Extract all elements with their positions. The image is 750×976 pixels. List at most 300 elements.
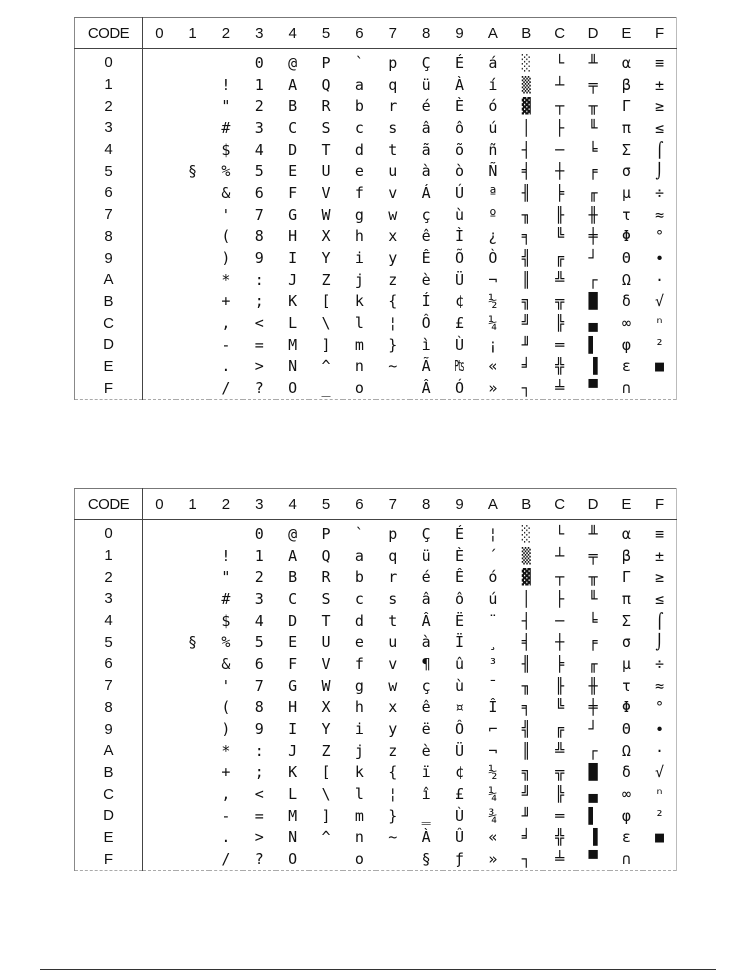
table-row (75, 95, 677, 117)
char-cell: ƒ (443, 848, 476, 870)
char-cell: Ô (455, 720, 465, 739)
char-cell: § (188, 633, 198, 652)
char-cell: % (221, 633, 231, 652)
column-header: 9 (443, 18, 476, 49)
char-cell: ò (455, 162, 465, 181)
char-cell: q (388, 75, 398, 94)
char-cell: $ (221, 611, 231, 630)
char-cell: = (254, 806, 264, 825)
char-cell: ╣ (521, 249, 531, 268)
char-cell: 1 (254, 75, 264, 94)
char-cell: ≥ (643, 95, 676, 117)
char-cell: ¡ (488, 335, 498, 354)
row-label: C (75, 783, 143, 805)
char-cell: Â (410, 377, 443, 399)
char-cell: p (388, 524, 398, 543)
char-cell: & (221, 183, 231, 202)
char-cell: µ (621, 183, 631, 202)
char-cell: £ (455, 785, 465, 804)
char-cell: q (388, 546, 398, 565)
char-cell: ╤ (588, 546, 598, 565)
char-cell: O (276, 848, 309, 870)
char-cell: ¦ (388, 785, 398, 804)
char-cell: ┬ (555, 97, 565, 116)
char-cell: ┐ (510, 848, 543, 870)
char-cell: \ (321, 785, 331, 804)
char-cell: ╙ (588, 589, 598, 608)
char-cell: c (354, 589, 364, 608)
table-row (75, 610, 677, 632)
table-row (75, 160, 677, 182)
char-cell: î (421, 785, 431, 804)
row-label: 0 (75, 520, 143, 545)
char-cell (143, 848, 176, 870)
char-cell: h (354, 698, 364, 717)
char-cell: > (254, 828, 264, 847)
char-cell: @ (288, 524, 298, 543)
char-cell (176, 356, 209, 378)
char-cell (176, 269, 209, 291)
char-cell (176, 291, 209, 313)
char-cell: m (354, 335, 364, 354)
table-row (75, 566, 677, 588)
char-cell: ╬ (555, 357, 565, 376)
column-header: 5 (309, 18, 342, 49)
row-label: 6 (75, 182, 143, 204)
char-cell: ╒ (588, 162, 598, 181)
char-cell: G (288, 676, 298, 695)
char-cell: Φ (621, 698, 631, 717)
char-cell: ╘ (588, 140, 598, 159)
char-cell: X (321, 227, 331, 246)
table-row (75, 247, 677, 269)
char-cell: µ (621, 654, 631, 673)
column-header: F (643, 18, 676, 49)
char-cell: ] (321, 806, 331, 825)
char-cell (143, 377, 176, 399)
char-cell: ( (221, 698, 231, 717)
char-cell: δ (621, 292, 631, 311)
char-cell: á (488, 53, 498, 72)
char-cell: § (410, 848, 443, 870)
char-cell: ‗ (421, 806, 431, 825)
char-cell: r (388, 97, 398, 116)
char-cell: G (288, 205, 298, 224)
char-cell: Î (488, 698, 498, 717)
char-cell: ┼ (555, 633, 565, 652)
char-cell: ╩ (555, 270, 565, 289)
char-cell: / (209, 377, 242, 399)
char-cell: Ü (455, 270, 465, 289)
char-cell: é (421, 97, 431, 116)
char-cell (143, 74, 176, 96)
table-row (75, 117, 677, 139)
char-cell: ! (221, 546, 231, 565)
char-cell (643, 848, 676, 870)
char-cell: è (421, 741, 431, 760)
char-cell (176, 247, 209, 269)
char-cell: z (388, 270, 398, 289)
table-row (75, 827, 677, 849)
char-cell: ╪ (588, 227, 598, 246)
char-cell: 4 (254, 140, 264, 159)
char-cell: x (388, 698, 398, 717)
char-cell: + (221, 292, 231, 311)
char-cell: ╜ (521, 335, 531, 354)
char-cell: H (288, 698, 298, 717)
char-cell (176, 783, 209, 805)
char-cell: ╜ (521, 806, 531, 825)
char-cell: Ã (421, 357, 431, 376)
row-label: 1 (75, 74, 143, 96)
char-cell: ú (488, 589, 498, 608)
char-cell (176, 718, 209, 740)
char-cell: ╟ (555, 205, 565, 224)
char-cell: 6 (254, 654, 264, 673)
char-cell: T (321, 611, 331, 630)
char-cell: W (321, 205, 331, 224)
char-cell: ⌐ (488, 720, 498, 739)
char-cell: # (221, 118, 231, 137)
column-header: 4 (276, 18, 309, 49)
char-cell: ╧ (543, 848, 576, 870)
char-cell: φ (621, 806, 631, 825)
char-cell: ╗ (521, 292, 531, 311)
char-cell: õ (455, 140, 465, 159)
char-cell: ü (421, 546, 431, 565)
char-cell: 3 (254, 589, 264, 608)
char-cell: ─ (555, 140, 565, 159)
char-cell: ≡ (643, 49, 676, 74)
char-cell: ² (643, 805, 676, 827)
char-cell (143, 117, 176, 139)
char-cell: C (288, 589, 298, 608)
char-cell: ▀ (576, 377, 609, 399)
char-cell: ¬ (488, 741, 498, 760)
char-cell (176, 740, 209, 762)
char-cell (143, 740, 176, 762)
char-cell: ▐ (588, 357, 598, 376)
char-cell: b (354, 97, 364, 116)
column-header: C (543, 18, 576, 49)
char-cell: r (388, 568, 398, 587)
char-cell: 8 (254, 227, 264, 246)
char-cell: s (388, 589, 398, 608)
char-cell: ; (254, 763, 264, 782)
row-label: 7 (75, 675, 143, 697)
char-cell: g (354, 205, 364, 224)
char-cell: û (455, 654, 465, 673)
char-cell (143, 204, 176, 226)
char-cell: V (321, 183, 331, 202)
table-row (75, 718, 677, 740)
char-cell: ≡ (643, 520, 676, 545)
char-cell: Í (421, 292, 431, 311)
char-cell: ╞ (555, 654, 565, 673)
char-cell: { (388, 763, 398, 782)
char-cell (643, 377, 676, 399)
char-cell: U (321, 162, 331, 181)
char-cell: < (254, 785, 264, 804)
char-cell (143, 783, 176, 805)
char-cell: ▓ (521, 97, 531, 116)
char-cell: X (321, 698, 331, 717)
char-cell (176, 697, 209, 719)
char-cell: { (388, 292, 398, 311)
row-label: 6 (75, 653, 143, 675)
column-header: A (476, 489, 509, 520)
char-cell: ç (421, 676, 431, 695)
char-cell: 0 (254, 53, 264, 72)
char-cell: i (354, 249, 364, 268)
char-cell: p (388, 53, 398, 72)
table-row (75, 520, 677, 545)
char-cell: 2 (254, 568, 264, 587)
char-cell: 9 (254, 249, 264, 268)
char-cell: ù (455, 205, 465, 224)
row-label: E (75, 356, 143, 378)
char-cell: ½ (488, 292, 498, 311)
char-cell: ┴ (555, 546, 565, 565)
char-cell: : (254, 741, 264, 760)
char-cell: d (354, 611, 364, 630)
row-label: 5 (75, 160, 143, 182)
char-cell: " (221, 97, 231, 116)
char-cell: ║ (521, 741, 531, 760)
column-header: B (510, 489, 543, 520)
column-header: B (510, 18, 543, 49)
char-cell: é (421, 568, 431, 587)
char-cell: ├ (555, 589, 565, 608)
char-cell: σ (621, 633, 631, 652)
char-cell (143, 545, 176, 567)
char-cell: ╨ (588, 53, 598, 72)
char-cell: ┼ (555, 162, 565, 181)
char-cell: < (254, 314, 264, 333)
char-cell: v (388, 654, 398, 673)
char-cell (143, 631, 176, 653)
column-header: 9 (443, 489, 476, 520)
char-cell (176, 588, 209, 610)
row-label: 1 (75, 545, 143, 567)
char-cell: t (388, 611, 398, 630)
char-cell (176, 204, 209, 226)
table-row (75, 356, 677, 378)
column-header: D (576, 18, 609, 49)
char-cell: ╝ (521, 785, 531, 804)
row-label: 5 (75, 631, 143, 653)
char-cell: É (455, 524, 465, 543)
row-label: B (75, 291, 143, 313)
char-cell: Ñ (488, 162, 498, 181)
char-cell: ô (455, 118, 465, 137)
char-cell: ó (488, 568, 498, 587)
char-cell: └ (555, 53, 565, 72)
char-cell: Ù (455, 335, 465, 354)
char-cell (176, 520, 209, 545)
char-cell: « (488, 357, 498, 376)
char-cell: } (388, 335, 398, 354)
char-cell: ╛ (521, 357, 531, 376)
char-cell: z (388, 741, 398, 760)
column-header: 7 (376, 489, 409, 520)
char-cell: P (321, 524, 331, 543)
char-cell: 2 (254, 97, 264, 116)
char-cell: Û (455, 828, 465, 847)
char-cell: Ç (421, 524, 431, 543)
char-cell: É (455, 53, 465, 72)
char-cell: ╠ (555, 785, 565, 804)
char-cell (143, 269, 176, 291)
char-cell: ╨ (588, 524, 598, 543)
table-row (75, 653, 677, 675)
table-row (75, 74, 677, 96)
char-cell: ╧ (543, 377, 576, 399)
char-cell: \ (321, 314, 331, 333)
char-cell: £ (455, 314, 465, 333)
char-cell: u (388, 162, 398, 181)
char-cell: ε (621, 828, 631, 847)
char-cell: C (288, 118, 298, 137)
char-cell: B (288, 568, 298, 587)
char-cell (176, 545, 209, 567)
code-header: CODE (75, 489, 143, 520)
char-cell: y (388, 249, 398, 268)
column-header: C (543, 489, 576, 520)
char-cell: ( (221, 227, 231, 246)
char-cell: ≤ (643, 588, 676, 610)
char-cell: ² (643, 334, 676, 356)
char-cell: √ (643, 291, 676, 313)
char-cell: k (354, 763, 364, 782)
char-cell (143, 95, 176, 117)
table-row (75, 291, 677, 313)
char-cell: ± (643, 74, 676, 96)
char-cell: W (321, 676, 331, 695)
row-label: B (75, 762, 143, 784)
char-cell: ÷ (643, 653, 676, 675)
char-cell (143, 805, 176, 827)
char-cell: ═ (555, 806, 565, 825)
char-cell: 5 (254, 162, 264, 181)
char-cell (176, 848, 209, 870)
char-cell (143, 139, 176, 161)
column-header: 3 (243, 489, 276, 520)
table-row (75, 762, 677, 784)
char-cell (143, 718, 176, 740)
char-cell: » (476, 377, 509, 399)
char-cell: ∞ (621, 314, 631, 333)
char-cell: ⌠ (643, 610, 676, 632)
char-cell: ^ (321, 357, 331, 376)
char-cell: ª (488, 183, 498, 202)
table-body (75, 520, 677, 871)
char-cell: ≈ (643, 204, 676, 226)
char-cell: ╫ (588, 205, 598, 224)
row-label: 0 (75, 49, 143, 74)
char-cell: ∞ (621, 785, 631, 804)
char-cell: n (354, 357, 364, 376)
column-header: 0 (143, 18, 176, 49)
char-cell: D (288, 140, 298, 159)
char-cell (143, 588, 176, 610)
char-cell: R (321, 568, 331, 587)
char-cell (176, 74, 209, 96)
char-cell: ´ (488, 546, 498, 565)
char-cell (143, 247, 176, 269)
char-cell: ' (221, 205, 231, 224)
char-cell: ╝ (521, 314, 531, 333)
char-cell: ° (643, 697, 676, 719)
column-header: 8 (410, 489, 443, 520)
char-cell (176, 117, 209, 139)
char-cell: ù (455, 676, 465, 695)
table-header-row (75, 18, 677, 49)
char-cell: ■ (643, 356, 676, 378)
char-cell: ? (243, 377, 276, 399)
char-cell: ¿ (488, 227, 498, 246)
row-label: 4 (75, 139, 143, 161)
char-cell (176, 377, 209, 399)
char-cell: Õ (455, 249, 465, 268)
char-cell: k (354, 292, 364, 311)
char-cell: N (288, 828, 298, 847)
char-cell: ╚ (555, 227, 565, 246)
char-cell: ± (643, 545, 676, 567)
char-cell: · (643, 740, 676, 762)
column-header: 2 (209, 18, 242, 49)
column-header: 1 (176, 489, 209, 520)
char-cell: Ê (421, 249, 431, 268)
char-cell: F (288, 183, 298, 202)
char-cell (176, 49, 209, 74)
char-cell: ╢ (521, 654, 531, 673)
char-cell: ┴ (555, 75, 565, 94)
char-cell: ╤ (588, 75, 598, 94)
char-cell: ⌡ (643, 631, 676, 653)
char-cell: ╓ (588, 183, 598, 202)
column-header: 1 (176, 18, 209, 49)
code-header: CODE (75, 18, 143, 49)
char-cell: τ (621, 676, 631, 695)
char-cell: T (321, 140, 331, 159)
char-cell: 5 (254, 633, 264, 652)
char-cell: e (354, 162, 364, 181)
char-cell: í (488, 75, 498, 94)
char-cell: $ (221, 140, 231, 159)
row-label: 9 (75, 247, 143, 269)
char-cell: À (421, 828, 431, 847)
char-cell: o (343, 848, 376, 870)
row-label: D (75, 334, 143, 356)
char-cell: d (354, 140, 364, 159)
char-cell: è (421, 270, 431, 289)
char-cell: Ω (621, 741, 631, 760)
char-cell: ô (455, 589, 465, 608)
char-cell: * (221, 741, 231, 760)
char-cell: α (621, 524, 631, 543)
char-cell: ⌠ (643, 139, 676, 161)
char-cell: ∙ (643, 247, 676, 269)
char-cell: ¢ (455, 292, 465, 311)
char-cell: Ì (455, 227, 465, 246)
char-cell: Θ (621, 720, 631, 739)
column-header: 8 (410, 18, 443, 49)
char-cell: ¬ (488, 270, 498, 289)
char-cell: ) (221, 720, 231, 739)
char-cell: , (221, 785, 231, 804)
table-row (75, 139, 677, 161)
